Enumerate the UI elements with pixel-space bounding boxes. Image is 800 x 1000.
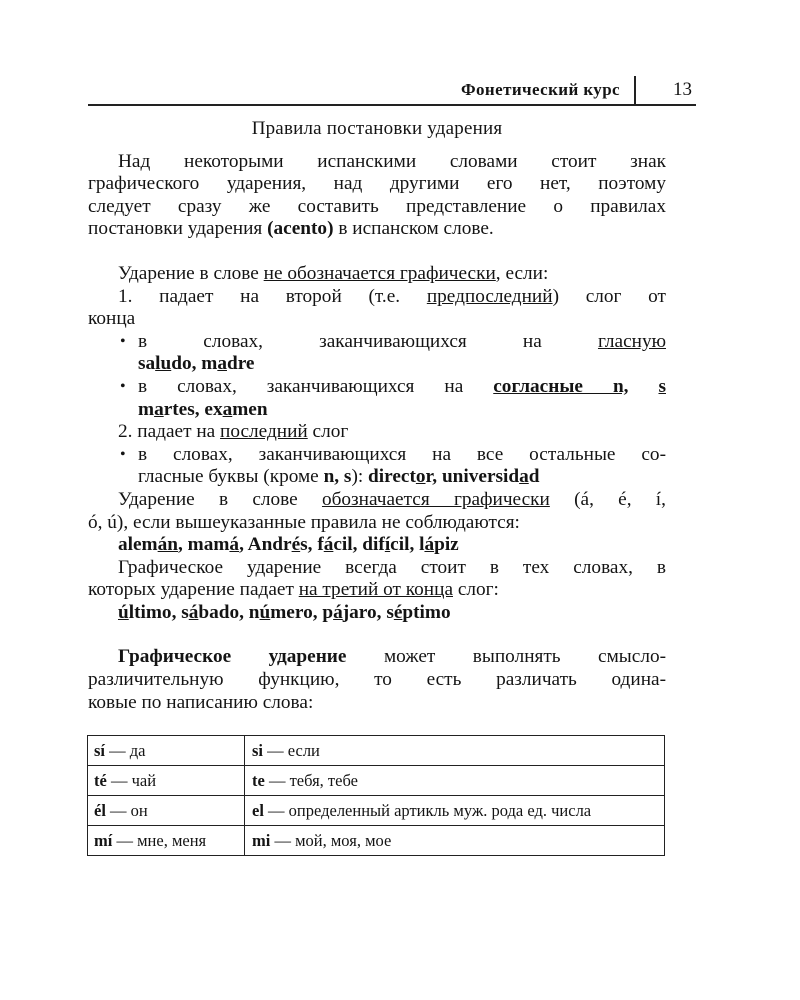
bullet-emphasis: согласные n,	[493, 375, 629, 397]
example-word	[368, 466, 437, 487]
examples-vowel: saludo, madre	[138, 353, 255, 375]
example-stress: o	[415, 466, 426, 488]
rule-emphasis: обозначается графически	[321, 488, 550, 510]
rule-text: 2. падает на	[118, 421, 221, 443]
table-cell	[245, 796, 665, 826]
example-part: ltimo,	[128, 601, 177, 623]
example-part: bado,	[198, 601, 244, 623]
example-word	[317, 534, 357, 555]
bullet-text-plain: в словах, заканчивающихся на	[138, 330, 598, 352]
bullet-emphasis: s	[658, 375, 666, 397]
example-part: m	[201, 353, 218, 375]
example-part: universid	[441, 466, 520, 488]
example-part: direct	[368, 466, 416, 488]
example-stress: ú	[259, 601, 271, 623]
example-stress: í	[384, 534, 391, 556]
table-cell	[245, 826, 665, 856]
example-part: men	[232, 398, 268, 420]
rule-text: ) слог от	[552, 285, 666, 307]
table-cell	[88, 826, 245, 856]
bullet-icon: •	[120, 445, 126, 463]
rule-text: слог:	[453, 579, 499, 601]
rule-item-1-cont: конца	[88, 308, 136, 330]
example-part: do	[171, 353, 192, 375]
example-part: r,	[425, 466, 438, 488]
unstressed-word: mi	[252, 831, 271, 850]
example-word	[118, 534, 183, 555]
example-stress: a	[222, 398, 233, 420]
rule-text: , если:	[495, 262, 549, 284]
intro-line	[88, 218, 666, 241]
example-part: jaro,	[342, 601, 382, 623]
bullet-other-consonants	[88, 444, 666, 489]
example-word	[419, 534, 459, 555]
running-title: Фонетический курс	[461, 80, 620, 99]
example-part: ex	[204, 398, 223, 420]
table-row	[88, 826, 665, 856]
function-text: может выполнять смысло-	[346, 646, 667, 668]
rule-not-marked	[88, 263, 666, 489]
translation: — чай	[106, 771, 157, 790]
translation: — мой, моя, мое	[270, 831, 392, 850]
example-part: m	[138, 398, 155, 420]
example-stress: á	[333, 601, 343, 623]
bullet-text	[138, 376, 666, 399]
examples-third	[88, 602, 666, 625]
rule-text: Ударение в слове	[118, 262, 264, 284]
example-part: n	[248, 601, 260, 623]
rule-lead	[88, 489, 666, 512]
bullet-text: в словах, заканчивающихся на все остальные со-	[138, 443, 666, 465]
rule-emphasis: не обозначается графически	[263, 262, 496, 284]
page-content	[88, 118, 666, 714]
table-cell	[245, 736, 665, 766]
example-part: s,	[300, 534, 313, 556]
translation: — он	[105, 801, 148, 820]
example-part: d	[528, 466, 540, 488]
example-part: s	[181, 601, 189, 623]
rule-lead-cont: ó, ú), если вышеуказанные правила не соблюдаются:	[88, 511, 520, 533]
rule-text: слог	[307, 421, 349, 443]
example-word	[322, 602, 381, 623]
table-cell	[245, 766, 665, 796]
example-part: ,	[239, 534, 244, 556]
example-part: s	[386, 601, 394, 623]
acento-term: (acento)	[267, 218, 334, 240]
example-word	[204, 399, 267, 420]
example-part: rtes,	[163, 398, 200, 420]
rule-text: 1. падает на второй (т.е.	[118, 285, 427, 307]
example-word	[442, 466, 540, 487]
bullet-icon: •	[120, 332, 126, 350]
table-cell	[88, 766, 245, 796]
translation: — определенный артикль муж. рода ед. числа	[263, 801, 592, 820]
rule-emphasis: предпоследний	[426, 285, 553, 307]
bullet-emphasis: гласную	[597, 330, 666, 352]
rule-emphasis: последний	[220, 421, 308, 443]
function-line: ковые по написанию слова:	[88, 691, 314, 713]
unstressed-word: el	[252, 801, 264, 820]
translation: — мне, меня	[112, 831, 207, 850]
intro-line: Над некоторыми испанскими словами стоит знак	[118, 150, 666, 172]
intro-line: следует сразу же составить представление о правилах	[88, 195, 666, 217]
example-stress: é	[291, 534, 301, 556]
table-cell	[88, 736, 245, 766]
example-word	[249, 602, 318, 623]
bullet-icon: •	[120, 377, 126, 395]
rule-text: (á, é, í,	[549, 488, 666, 510]
example-part: alem	[118, 534, 158, 556]
bullet-vowel	[88, 331, 666, 376]
running-header	[88, 76, 696, 106]
translation: — тебя, тебе	[264, 771, 358, 790]
function-term: Графическое ударение	[118, 646, 347, 668]
minimal-pairs-table	[87, 735, 665, 856]
example-stress: á	[188, 601, 199, 623]
rule-text: которых ударение падает	[88, 579, 299, 601]
rule-item-1	[88, 286, 666, 309]
example-stress: é	[393, 601, 403, 623]
example-word	[362, 534, 414, 555]
example-word	[386, 602, 450, 623]
example-stress: án	[157, 534, 178, 556]
example-part: ,	[178, 534, 183, 556]
table-cell	[88, 796, 245, 826]
example-part: p	[322, 601, 334, 623]
bullet-text-plain: ):	[351, 466, 369, 488]
translation: — если	[263, 741, 320, 760]
intro-paragraph	[88, 151, 666, 241]
example-word	[118, 602, 176, 623]
bullet-text	[138, 466, 666, 489]
example-stress: á	[323, 534, 334, 556]
example-stress: á	[229, 534, 240, 556]
example-part: dif	[362, 534, 385, 556]
rule-lead	[88, 263, 666, 286]
translation: — да	[105, 741, 146, 760]
example-stress: ú	[118, 601, 129, 623]
bullet-text-plain: гласные буквы (кроме	[138, 466, 324, 488]
bullet-emphasis: n, s	[323, 466, 352, 488]
example-stress: a	[154, 398, 164, 420]
example-word	[138, 353, 192, 374]
function-line: различительную функцию, то есть различать одина-	[88, 669, 666, 691]
example-part: mam	[187, 534, 230, 556]
examples-consonant	[138, 399, 666, 422]
example-part: piz	[434, 534, 459, 556]
example-part: cil,	[333, 534, 358, 556]
function-line	[88, 646, 666, 669]
example-stress: á	[424, 534, 435, 556]
example-part: Andr	[247, 534, 292, 556]
table-row	[88, 796, 665, 826]
example-stress: a	[519, 466, 529, 488]
header-separator	[634, 76, 636, 104]
example-part: l	[419, 534, 425, 556]
example-part: ptimo	[402, 601, 451, 623]
example-word	[248, 534, 313, 555]
intro-text: постановки ударения	[88, 218, 268, 240]
intro-line: графического ударения, над другими его нет, поэтому	[88, 173, 666, 195]
unstressed-word: te	[252, 771, 265, 790]
rule-item-2	[88, 421, 666, 444]
unstressed-word: si	[252, 741, 264, 760]
stressed-word: sí	[94, 741, 106, 760]
bullet-consonant	[88, 376, 666, 421]
example-part: f	[317, 534, 324, 556]
page-number: 13	[673, 79, 692, 100]
example-stress: lu	[155, 353, 172, 375]
rule-marked	[88, 489, 666, 557]
example-word	[138, 399, 200, 420]
example-word	[188, 534, 244, 555]
example-part: sa	[138, 353, 156, 375]
section-heading: Правила постановки ударения	[251, 118, 503, 139]
function-paragraph	[88, 646, 666, 714]
stressed-word: té	[94, 771, 107, 790]
example-part: cil,	[390, 534, 415, 556]
example-part: dre	[226, 353, 255, 375]
rule-lead-cont	[88, 579, 666, 602]
bullet-text	[138, 331, 666, 354]
rule-third-from-end	[88, 557, 666, 625]
example-word	[181, 602, 244, 623]
table-row	[88, 766, 665, 796]
example-word	[201, 353, 254, 374]
stressed-word: él	[94, 801, 106, 820]
bullet-text-plain: в словах, заканчивающихся на	[138, 375, 494, 397]
examples-marked	[88, 534, 666, 557]
example-stress: a	[217, 353, 227, 375]
rule-emphasis: на третий от конца	[298, 579, 453, 601]
table-row	[88, 736, 665, 766]
rule-text: Ударение в слове	[118, 488, 322, 510]
example-part: mero,	[270, 601, 318, 623]
rule-lead: Графическое ударение всегда стоит в тех словах, в	[118, 556, 666, 578]
intro-text: в испанском слове.	[333, 218, 494, 240]
stressed-word: mí	[94, 831, 113, 850]
